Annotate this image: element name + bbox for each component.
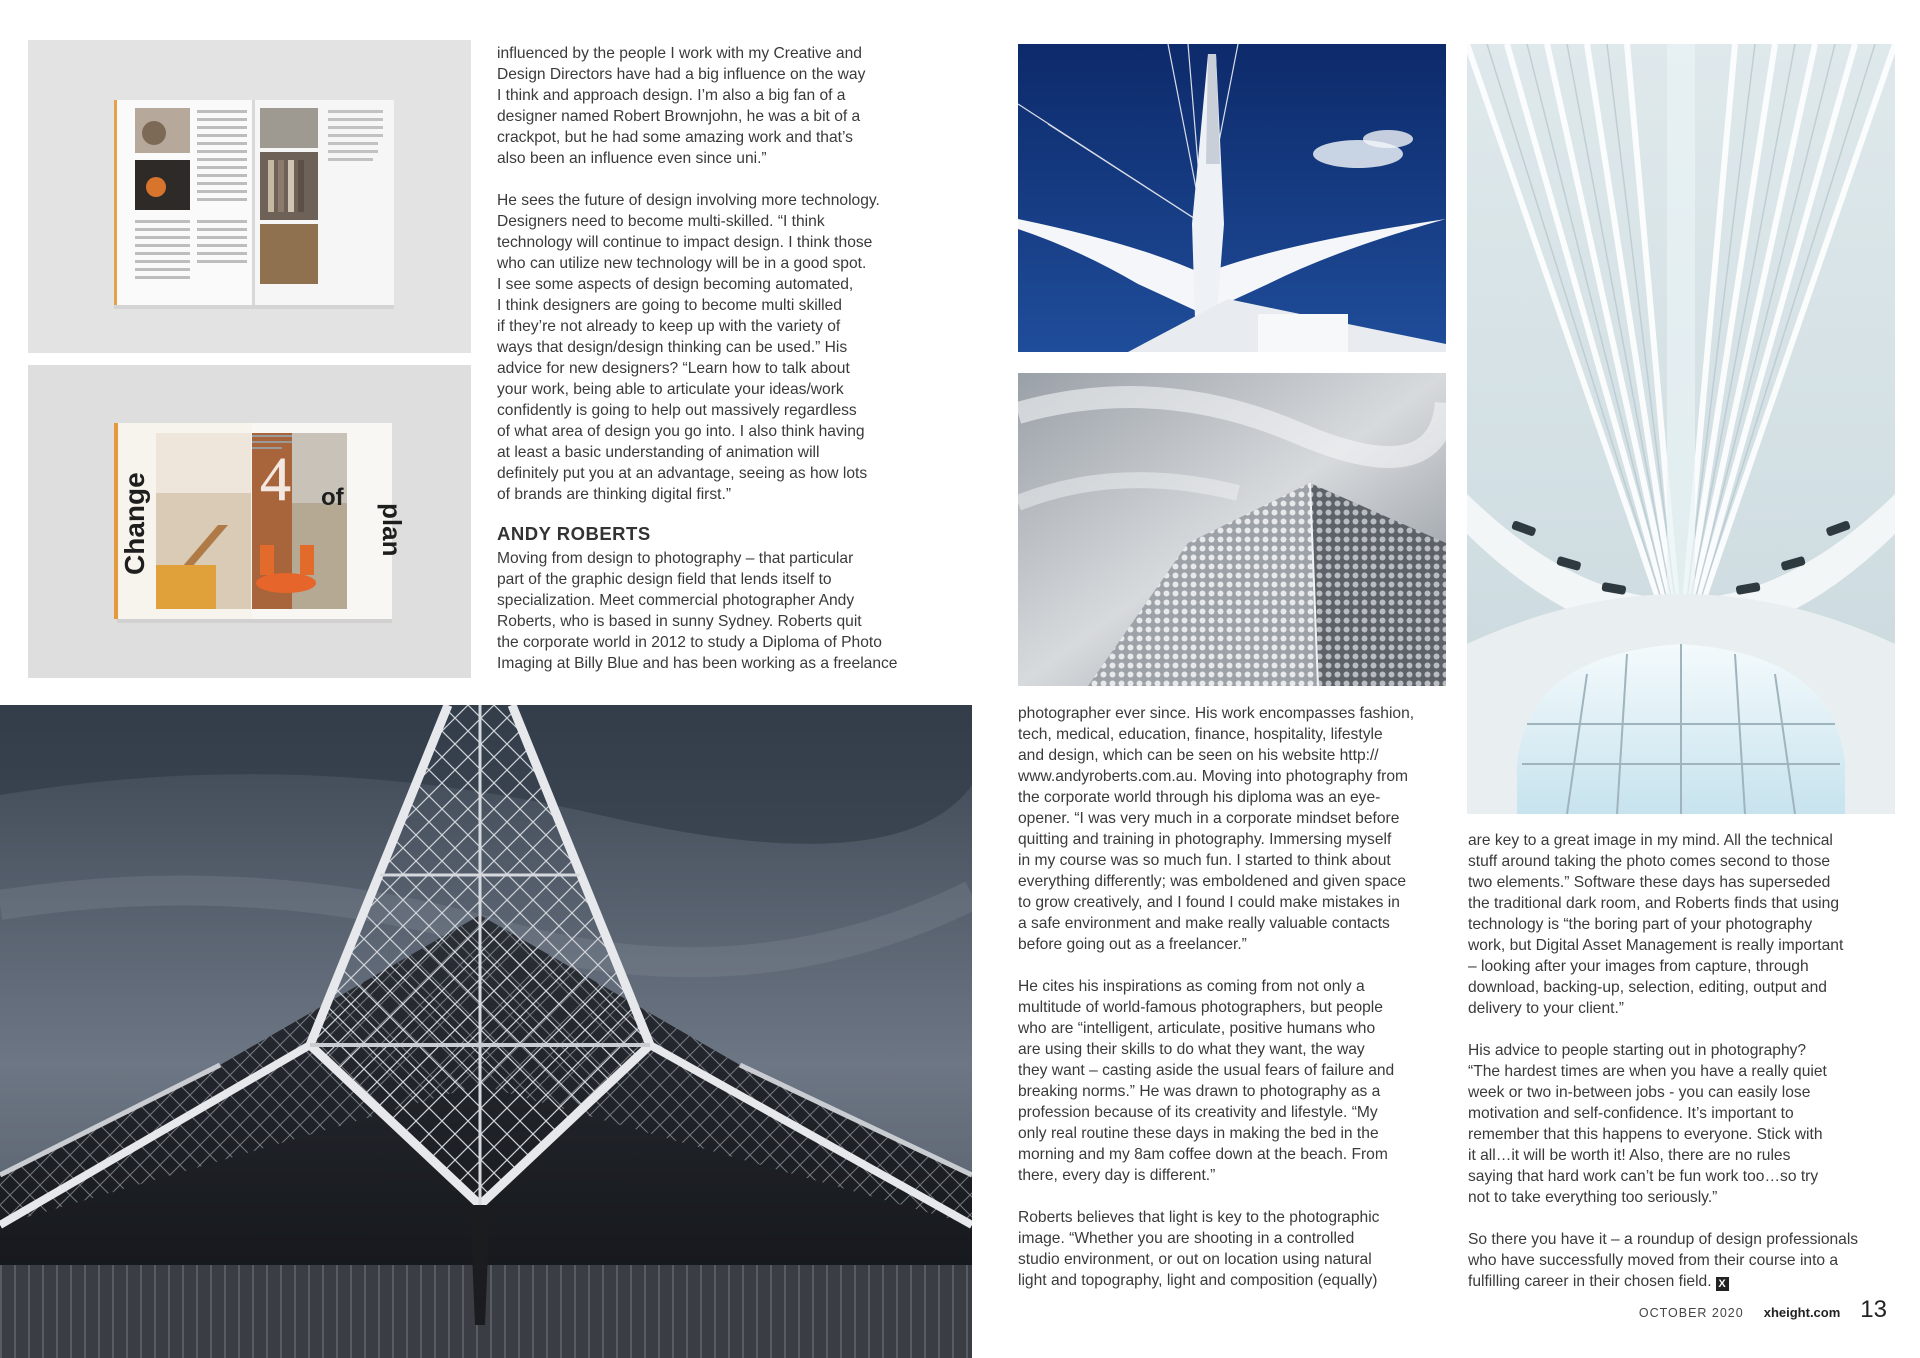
photo-perforated-building (1018, 373, 1446, 686)
spread-digit-4: 4 (260, 446, 291, 514)
paragraph: influenced by the people I work with my Creative and Design Directors have had a big influence on the way I think and approach design. I’m also a big fan of a designer named Robert Brownjohn, he was a bit of a crackpot, but he had some amazing work and that’s also been an influence even since uni.” (497, 45, 866, 167)
article-column-2 (1018, 703, 1448, 1291)
paragraph: photographer ever since. His work encompasses fashion, tech, medical, education, finance, hospitality, lifestyle and design, which can be seen on his website http:// www.andyroberts.com.au. Moving into photography from the corporate world through his diploma was an eye- opener. “I was very much in a corporate mindset before quitting and training in photography. Immersing myself in my course was so much fun. I started to think about everything differently; was emboldened and given space to grow creatively, and I found I could make mistakes in a safe environment and make really valuable contacts before going out as a freelancer.” (1018, 705, 1415, 953)
article-column-3 (1468, 830, 1898, 1292)
page-footer (1639, 1296, 1887, 1324)
paragraph: are key to a great image in my mind. All the technical stuff around taking the photo comes second to those two elements.” Software these days has superseded the traditional dark room, and Roberts finds that using technology is “the boring part of your photography work, but Digital Asset Management is really important – looking after your images from capture, through download, backing-up, selection, editing, output and delivery to your client.” (1468, 832, 1844, 1017)
article-column-1 (497, 43, 927, 674)
paragraph: His advice to people starting out in photography? “The hardest times are when you have a really quiet week or two in-between jobs - you can easily lose motivation and self-confidence. It’s important to remember that this happens to everyone. Stick with it all…it will be worth it! Also, there are no rules saying that hard work can’t be fun work too…so try not to take everything too seriously.” (1468, 1042, 1827, 1206)
spread-word-change: Change (119, 472, 150, 575)
paragraph: He cites his inspirations as coming from not only a multitude of world-famous photographers, but people who are “intelligent, articulate, positive humans who are using their skills to do what they want, the way they want – casting aside the usual fears of failure and breaking norms.” He was drawn to photography as a profession because of its creativity and lifestyle. “My only real routine these days in making the bed in the morning and my 8am coffee down at the beach. From there, every day is different.” (1018, 978, 1395, 1184)
spread-word-plan: plan (377, 503, 407, 557)
photo-magazine-spread-1 (28, 40, 471, 353)
photo-magazine-spread-2 (28, 365, 471, 678)
section-heading-andy-roberts: ANDY ROBERTS (497, 523, 651, 544)
paragraph: Moving from design to photography – that particular part of the graphic design field that lends itself to specialization. Meet commercial photographer Andy Roberts, who is based in sunny Sydney. Roberts quit the corporate world in 2012 to study a Diploma of Photo Imaging at Billy Blue and has been working as a freelance (497, 550, 898, 672)
photo-steel-spire (0, 705, 972, 1358)
end-of-article-mark: X (1716, 1277, 1729, 1291)
paragraph (1468, 1229, 1898, 1292)
paragraph: Roberts believes that light is key to the photographic image. “Whether you are shooting in a controlled studio environment, or out on location using natural light and topography, light and composition (equally) (1018, 1209, 1380, 1289)
spread-word-of: of (321, 484, 344, 511)
website-link: xheight.com (1763, 1305, 1841, 1320)
issue-date: OCTOBER 2020 (1638, 1306, 1744, 1320)
paragraph: He sees the future of design involving more technology. Designers need to become multi-skilled. “I think technology will continue to impact design. I think those who can utilize new technology will be in a good spot. I see some aspects of design becoming automated, I think designers are going to become multi skilled if they’re not already to keep up with the variety of ways that design/design thinking can be used.” His advice for new designers? “Learn how to talk about your work, being able to articulate your ideas/work confidently is going to help out massively regardless of what area of design you go into. I also think having at least a basic understanding of animation will definitely put you at an advantage, seeing as how lots of brands are thinking digital first.” (497, 192, 880, 503)
photo-white-ribbed-atrium (1467, 44, 1895, 814)
page-number: 13 (1860, 1296, 1887, 1323)
photo-white-bridge-pylon (1018, 44, 1446, 352)
closing-text: So there you have it – a roundup of design professionals who have successfully moved from their course into a fulfilling career in their chosen field. (1468, 1231, 1859, 1290)
